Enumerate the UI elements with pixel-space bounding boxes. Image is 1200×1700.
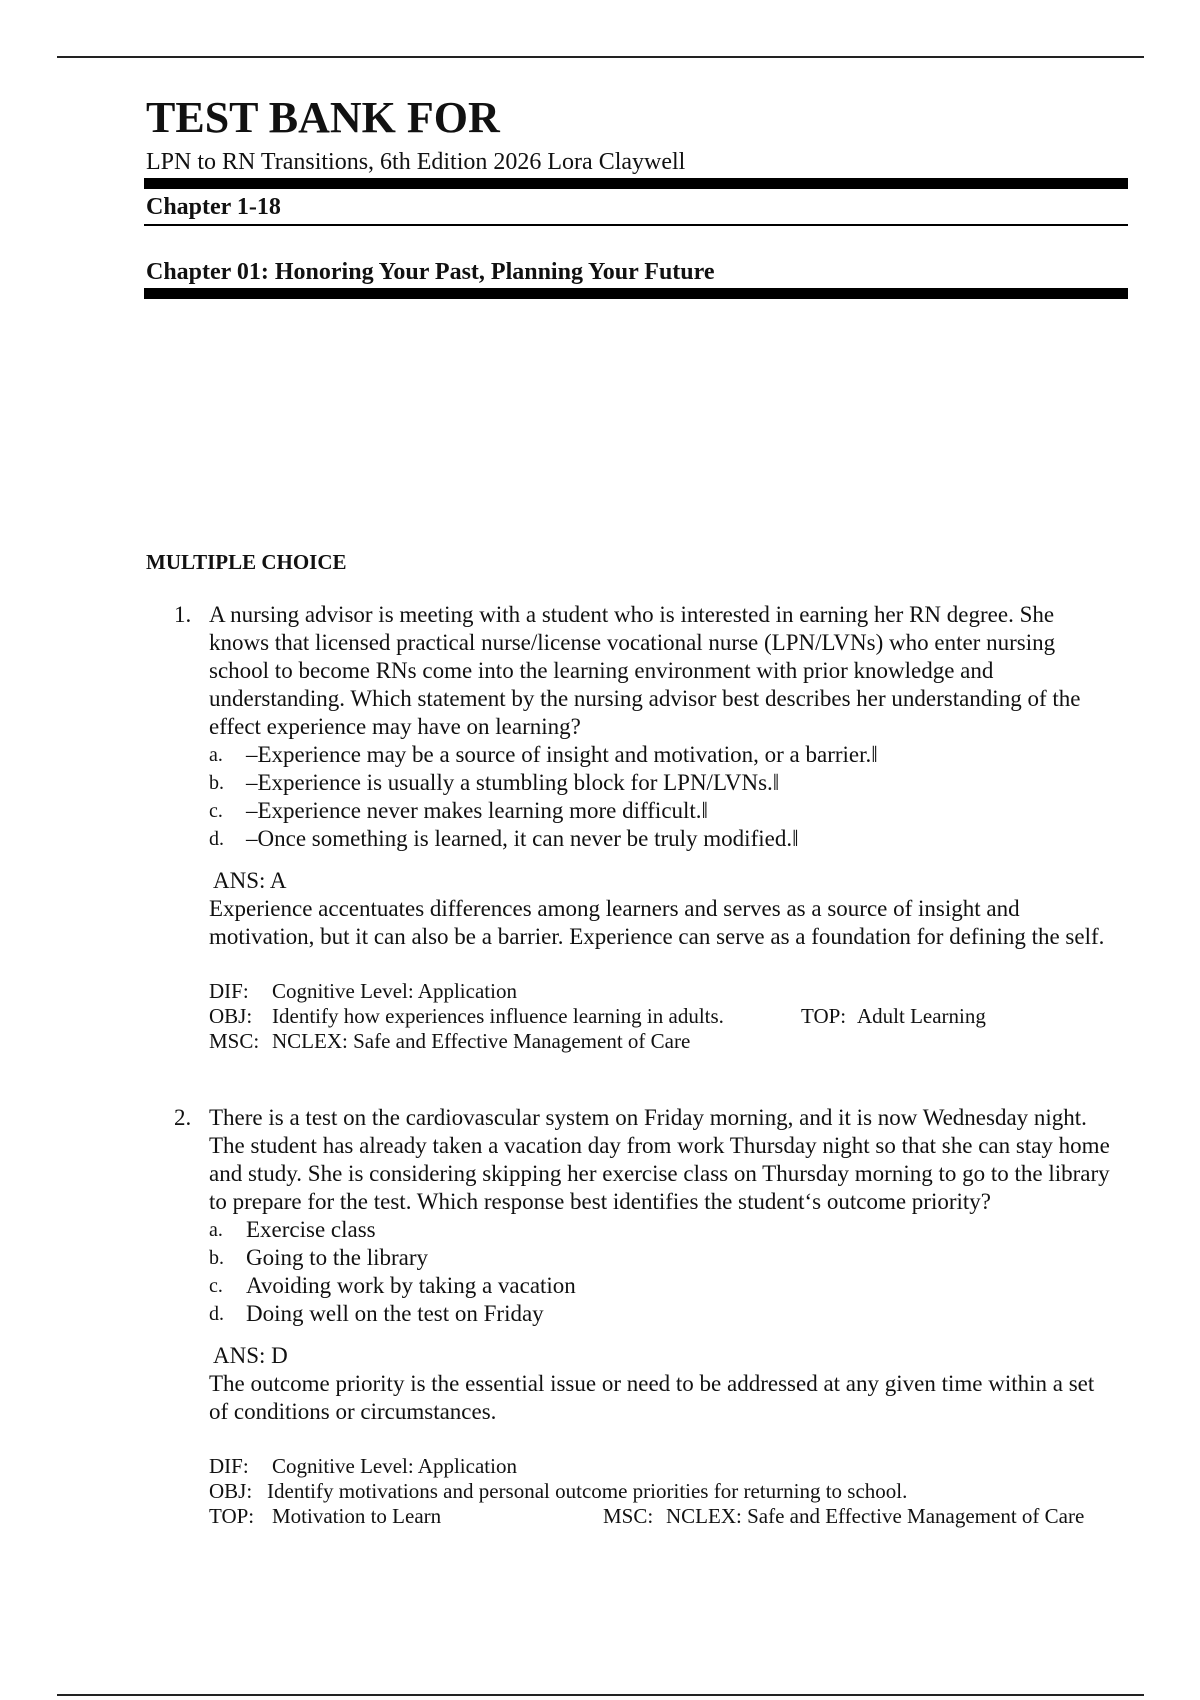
option-c: [209, 797, 1114, 825]
option-text: Doing well on the test on Friday: [246, 1301, 544, 1326]
option-b: [209, 769, 1114, 797]
answer-options: [209, 1216, 1114, 1328]
option-a: [209, 741, 1114, 769]
question-1: [174, 601, 1114, 1054]
question-stem: A nursing advisor is meeting with a student who is interested in earning her RN degree. She knows that licensed practical nurse/license vocational nurse (LPN/LVNs) who enter nursing school to become RNs come into the learning environment with prior knowledge and understanding. Which statement by the nursing advisor best describes her understanding of the effect experience may have on learning?: [209, 602, 1081, 739]
option-text: –Experience may be a source of insight and motivation, or a barrier.‖: [246, 742, 878, 767]
option-d: [209, 1300, 1114, 1328]
option-c: [209, 1272, 1114, 1300]
chapter-range-rule: [144, 224, 1128, 226]
option-letter: d.: [209, 828, 224, 850]
meta-obj-label: OBJ:: [209, 1479, 253, 1503]
option-d: [209, 825, 1114, 853]
meta-dif-value: Cognitive Level: Application: [272, 979, 517, 1003]
question-metadata: [209, 1454, 1114, 1529]
meta-dif-label: DIF:: [209, 1454, 249, 1478]
option-letter: c.: [209, 800, 223, 822]
option-letter: a.: [209, 1219, 223, 1241]
meta-top-label: TOP:: [209, 1504, 255, 1528]
meta-dif-label: DIF:: [209, 979, 249, 1003]
meta-dif-row: [209, 979, 1114, 1004]
bottom-rule: [57, 1694, 1144, 1696]
option-letter: b.: [209, 1247, 224, 1269]
chapter-title-bar: [144, 288, 1128, 299]
rationale: Experience accentuates differences among learners and serves as a source of insight and motivation, but it can also be a barrier. Experience can serve as a foundation for defining the self.: [209, 896, 1105, 949]
meta-obj-value: Identify how experiences influence learning in adults.: [272, 1004, 724, 1028]
option-text: Avoiding work by taking a vacation: [246, 1273, 576, 1298]
top-rule: [57, 56, 1144, 58]
option-text: Exercise class: [246, 1217, 376, 1242]
meta-top-value: Motivation to Learn: [272, 1504, 442, 1528]
meta-msc-label: MSC:: [209, 1029, 260, 1053]
section-heading: MULTIPLE CHOICE: [146, 550, 347, 574]
meta-msc-label: MSC:: [603, 1504, 654, 1528]
meta-top-label: TOP:: [801, 1004, 847, 1028]
question-number: 1.: [174, 602, 192, 627]
answer-key: ANS: A: [213, 868, 287, 893]
question-number: 2.: [174, 1105, 192, 1130]
meta-msc-row: [209, 1029, 1114, 1054]
option-letter: b.: [209, 772, 224, 794]
meta-obj-row: [209, 1004, 1114, 1029]
meta-obj-label: OBJ:: [209, 1004, 253, 1028]
meta-msc-value: NCLEX: Safe and Effective Management of Care: [666, 1504, 1085, 1528]
meta-dif-row: [209, 1454, 1114, 1479]
option-a: [209, 1216, 1114, 1244]
question-metadata: [209, 979, 1114, 1054]
answer-key: ANS: D: [213, 1343, 288, 1368]
chapter-range: Chapter 1-18: [146, 194, 281, 220]
question-2: [174, 1104, 1114, 1529]
option-text: –Experience is usually a stumbling block for LPN/LVNs.‖: [246, 770, 780, 795]
rationale: The outcome priority is the essential issue or need to be addressed at any given time within a set of conditions or circumstances.: [209, 1371, 1095, 1424]
question-stem: There is a test on the cardiovascular system on Friday morning, and it is now Wednesday night. The student has already taken a vacation day from work Thursday night so that she can stay home and study. She is considering skipping her exercise class on Thursday morning to go to the library to prepare for the test. Which response best identifies the student‘s outcome priority?: [209, 1105, 1110, 1214]
document-title: TEST BANK FOR: [146, 93, 500, 142]
meta-dif-value: Cognitive Level: Application: [272, 1454, 517, 1478]
option-letter: c.: [209, 1275, 223, 1297]
meta-obj-row: [209, 1479, 1114, 1504]
option-letter: a.: [209, 744, 223, 766]
option-text: –Once something is learned, it can never be truly modified.‖: [246, 826, 799, 851]
answer-options: [209, 741, 1114, 853]
heading-bar: [144, 178, 1128, 189]
meta-top-value: Adult Learning: [857, 1004, 986, 1028]
meta-msc-value: NCLEX: Safe and Effective Management of Care: [272, 1029, 691, 1053]
option-letter: d.: [209, 1303, 224, 1325]
document-subtitle: LPN to RN Transitions, 6th Edition 2026 Lora Claywell: [146, 149, 686, 175]
meta-obj-value: Identify motivations and personal outcome priorities for returning to school.: [267, 1479, 908, 1503]
option-text: –Experience never makes learning more difficult.‖: [246, 798, 709, 823]
option-b: [209, 1244, 1114, 1272]
option-text: Going to the library: [246, 1245, 429, 1270]
chapter-title: Chapter 01: Honoring Your Past, Planning Your Future: [146, 259, 715, 285]
meta-top-msc-row: [209, 1504, 1114, 1529]
